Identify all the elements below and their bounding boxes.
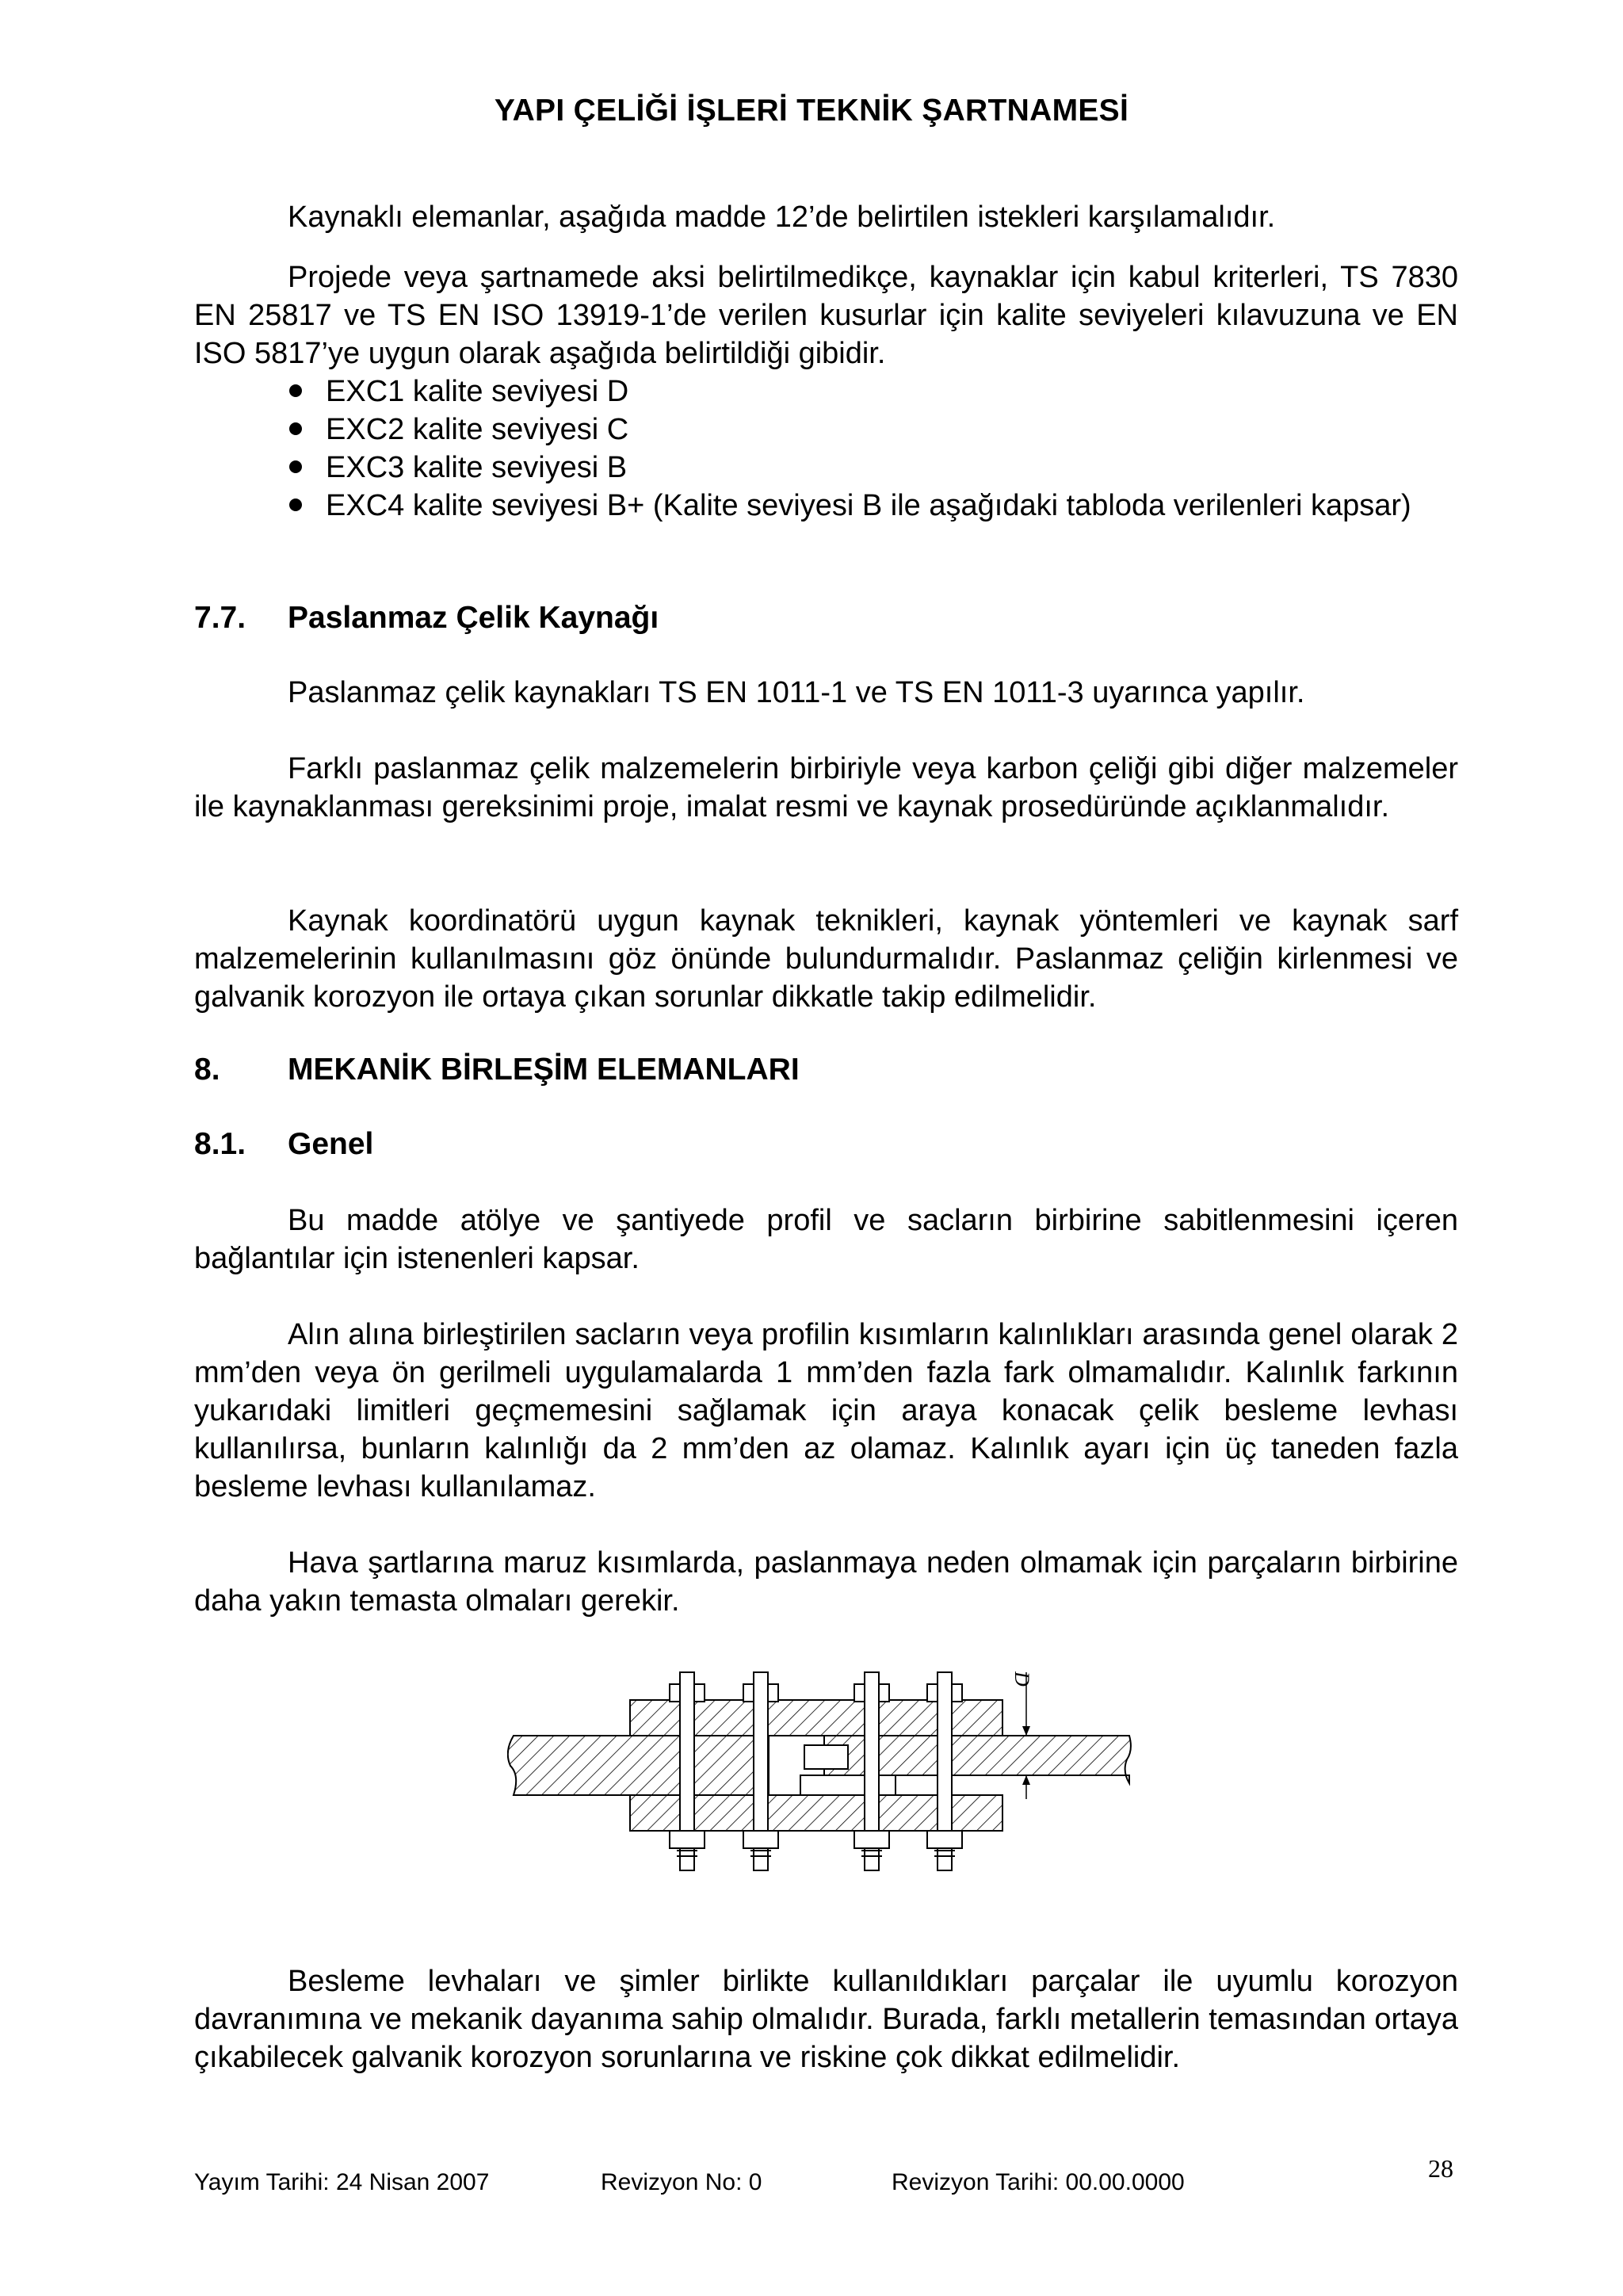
bullet-icon <box>289 499 302 511</box>
main-plate-left <box>508 1736 769 1795</box>
footer-revision-no: Revizyon No: 0 <box>601 2169 762 2195</box>
dimension-label: D <box>1010 1671 1033 1687</box>
section-heading-7-7: 7.7. Paslanmaz Çelik Kaynağı <box>194 601 659 635</box>
bolted-joint-figure <box>507 1656 1133 1894</box>
paragraph-stainless-welding: Paslanmaz çelik kaynakları TS EN 1011-1 ve TS EN 1011-3 uyarınca yapılır. <box>288 676 1305 709</box>
list-item: EXC1 kalite seviyesi D <box>289 372 628 411</box>
packing-plate <box>800 1775 896 1795</box>
gap-outline <box>804 1745 848 1769</box>
section-heading-8: 8. MEKANİK BİRLEŞİM ELEMANLARI <box>194 1052 800 1087</box>
document-header-title: YAPI ÇELİĞİ İŞLERİ TEKNİK ŞARTNAMESİ <box>494 94 1129 128</box>
list-item: EXC4 kalite seviyesi B+ (Kalite seviyesi B ile aşağıdaki tabloda verilenleri kapsar) <box>194 487 1458 525</box>
paragraph-weld-elements: Kaynaklı elemanlar, aşağıda madde 12’de belirtilen istekleri karşılamalıdır. <box>288 201 1276 234</box>
paragraph-dissimilar-materials: Farklı paslanmaz çelik malzemelerin birbiriyle veya karbon çeliği gibi diğer malzemeler ile kaynaklanması gereksinimi proje, imalat resmi ve kaynak prosedüründe açıklanmalıdır. <box>194 752 1458 823</box>
bullet-icon <box>289 460 302 473</box>
paragraph-acceptance-criteria: Projede veya şartnamede aksi belirtilmedikçe, kaynaklar için kabul kriterleri, TS 7830 EN 25817 ve TS EN ISO 13919-1’de verilen kusurlar için kalite seviyeleri kılavuzuna ve EN ISO 5817’ye uygun olarak aşağıda belirtildiği gibidir. <box>194 261 1458 370</box>
paragraph-weather-exposure: Hava şartlarına maruz kısımlarda, paslanmaya neden olmamak için parçaların birbirine daha yakın temasta olmaları gerekir. <box>194 1546 1458 1618</box>
list-item: EXC3 kalite seviyesi B <box>289 449 627 487</box>
paragraph-shim-corrosion: Besleme levhaları ve şimler birlikte kullanıldıkları parçalar ile uyumlu korozyon davranımına ve mekanik dayanıma sahip olmalıdır. Burada, farklı metallerin temasından ortaya çıkabilecek galvanik korozyon sorunlarına ve riskine çok dikkat edilmelidir. <box>194 1965 1458 2074</box>
paragraph-scope: Bu madde atölye ve şantiyede profil ve sacların birbirine sabitlenmesini içeren bağlantılar için istenenleri kapsar. <box>194 1204 1458 1275</box>
footer-publish-date: Yayım Tarihi: 24 Nisan 2007 <box>194 2169 490 2195</box>
bullet-icon <box>289 422 302 435</box>
paragraph-thickness-difference: Alın alına birleştirilen sacların veya profilin kısımların kalınlıkları arasında genel olarak 2 mm’den veya ön gerilmeli uygulamalarda 1 mm’den fazla fark olmamalıdır. Kalınlık farkının yukarıdaki limitleri geçmemesini sağlamak için araya konacak çelik besleme levhası kullanılırsa, bunların kalınlığı da 2 mm’den az olamaz. Kalınlık ayarı için üç taneden fazla besleme levhası kullanılamaz. <box>194 1318 1458 1503</box>
footer-revision-date: Revizyon Tarihi: 00.00.0000 <box>892 2169 1185 2195</box>
bullet-icon <box>289 384 302 397</box>
page-number: 28 <box>1428 2154 1453 2183</box>
section-heading-8-1: 8.1. Genel <box>194 1127 374 1161</box>
paragraph-weld-coordinator: Kaynak koordinatörü uygun kaynak teknikleri, kaynak yöntemleri ve kaynak sarf malzemelerinin kullanılmasını göz önünde bulundurmalıdır. Paslanmaz çeliğin kirlenmesi ve galvanik korozyon ile ortaya çıkan sorunlar dikkatle takip edilmelidir. <box>194 904 1458 1014</box>
list-item: EXC2 kalite seviyesi C <box>289 411 628 449</box>
